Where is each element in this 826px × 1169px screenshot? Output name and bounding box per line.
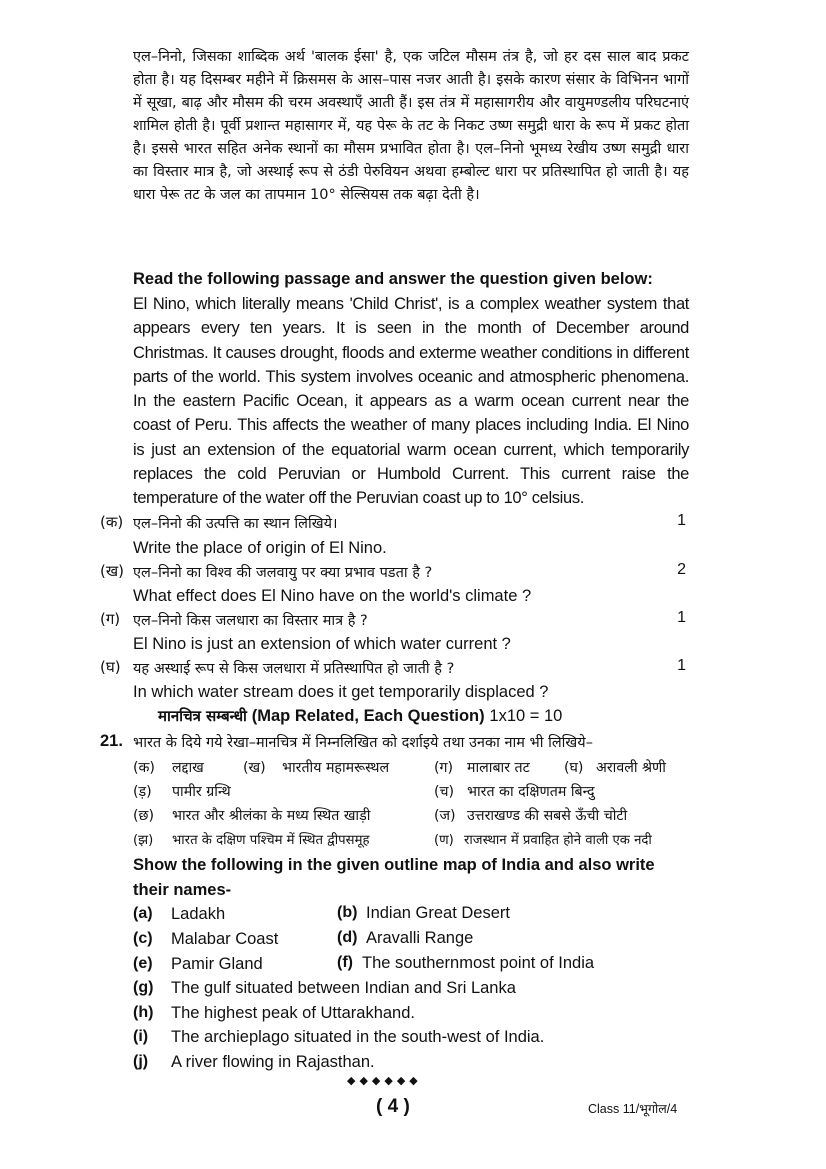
passage-english: El Nino, which literally means 'Child Christ', is a complex weather system that appears every ten years. It is seen in the month of December around Christmas. It causes drought, floods and exterme weather conditions in different parts of the world. This system involves oceanic and atmospheric phenomena. In the eastern Pacific Ocean, it appears as a warm ocean current near the coast of Peru. This affects the weather of many places including India. El Nino is just an extension of the equatorial warm ocean current, which temporarily replaces the cold Peruvian or Humbold Current. This current raise the temperature of the water off the Peruvian coast up to 10° celsius. <box>133 295 689 508</box>
english-option-text: Aravalli Range <box>366 929 474 947</box>
hindi-option-label: (ण) <box>434 833 454 848</box>
question-english: Write the place of origin of El Nino. <box>133 539 387 557</box>
hindi-option-label: (ड़) <box>133 784 152 800</box>
hindi-option-label: (झ) <box>133 833 154 848</box>
question-21-english-instruction: Show the following in the given outline map of India and also write their names- <box>133 856 655 899</box>
english-option-label: (i) <box>133 1028 149 1045</box>
english-option-label: (a) <box>133 905 153 922</box>
question-marks: 1 <box>677 609 686 626</box>
hindi-option-text: लद्दाख <box>172 760 204 776</box>
question-hindi: एल–निनो किस जलधारा का विस्तार मात्र है ? <box>133 613 368 629</box>
english-option-label: (e) <box>133 955 153 972</box>
hindi-option-text: भारत का दक्षिणतम बिन्दु <box>467 784 595 800</box>
hindi-option-label: (छ) <box>133 808 155 824</box>
english-option-text: The gulf situated between Indian and Sri Lanka <box>171 979 516 997</box>
english-option-text: The archieplago situated in the south-west of India. <box>171 1028 545 1046</box>
passage-heading: Read the following passage and answer the question given below: <box>133 270 653 288</box>
question-label: (क) <box>100 513 124 531</box>
hindi-option-text: पामीर ग्रन्थि <box>172 784 231 800</box>
english-option-label: (c) <box>133 930 153 947</box>
english-option-label: (j) <box>133 1053 149 1070</box>
hindi-option-label: (च) <box>434 784 455 800</box>
english-option-label: (d) <box>337 929 358 946</box>
question-marks: 2 <box>677 561 686 578</box>
question-label: (ख) <box>100 562 124 580</box>
question-english: What effect does El Nino have on the world's climate ? <box>133 587 532 605</box>
english-option-label: (b) <box>337 904 358 921</box>
question-marks: 1 <box>677 512 686 529</box>
question-label: (ग) <box>100 610 121 628</box>
hindi-option-label: (ज) <box>434 808 456 824</box>
map-section-marks: 1x10 = 10 <box>489 707 563 725</box>
hindi-option-text: अरावली श्रेणी <box>596 760 666 776</box>
footer-ornament: ◆◆◆◆◆◆ <box>347 1074 422 1087</box>
hindi-option-text: भारत और श्रीलंका के मध्य स्थित खाड़ी <box>172 808 371 824</box>
question-hindi: एल–निनो की उत्पत्ति का स्थान लिखिये। <box>133 516 338 532</box>
english-option-text: Ladakh <box>171 905 226 923</box>
hindi-option-label: (घ) <box>564 760 584 776</box>
english-option-text: The southernmost point of India <box>362 954 595 972</box>
question-21-number: 21. <box>100 732 123 750</box>
english-option-text: Malabar Coast <box>171 930 279 948</box>
hindi-option-text: राजस्थान में प्रवाहित होने वाली एक नदी <box>464 833 652 848</box>
question-label: (घ) <box>100 658 121 676</box>
hindi-option-text: उत्तराखण्ड की सबसे ऊँची चोटी <box>467 808 628 824</box>
english-option-label: (g) <box>133 979 154 996</box>
footer-code: Class 11/भूगोल/4 <box>588 1102 678 1116</box>
english-option-label: (h) <box>133 1004 154 1021</box>
map-section-hindi-title: मानचित्र सम्बन्धी <box>158 707 247 725</box>
map-section-english-title: (Map Related, Each Question) <box>251 707 485 725</box>
passage-hindi: एल–निनो, जिसका शाब्दिक अर्थ 'बालक ईसा' है, एक जटिल मौसम तंत्र है, जो हर दस साल बाद प्रकट होता है। यह दिसम्बर महीने में क्रिसमस के आस–पास नजर आती है। इसके कारण संसार के विभिनन भागों में सूखा, बाढ़ और मौसम की चरम अवस्थाएँ आती हैं। इस तंत्र में महासागरीय और वायुमण्डलीय परिघटनाएं शामिल होती है। पूर्वी प्रशान्त महासागर में, यह पेरू के तट के निकट उष्ण समुद्री धारा के रूप में प्रकट होता है। इससे भारत सहित अनेक स्थानों का मौसम प्रभावित होता है। एल–निनो भूमध्य रेखीय उष्ण समुद्री धारा का विस्तार मात्र है, जो अस्थाई रूप से ठंडी पेरुवियन अथवा हम्बोल्ट धारा पर प्रतिस्थापित हो जाती है। यह धारा पेरू तट के जल का तापमान 10° सेल्सियस तक बढ़ा देती है। <box>133 49 689 203</box>
map-section-heading <box>158 706 562 726</box>
hindi-option-text: भारतीय महामरूस्थल <box>282 760 390 776</box>
question-marks: 1 <box>677 657 686 674</box>
question-english: In which water stream does it get temporarily displaced ? <box>133 683 549 701</box>
english-option-text: The highest peak of Uttarakhand. <box>171 1004 415 1022</box>
english-option-text: A river flowing in Rajasthan. <box>171 1053 375 1071</box>
hindi-option-label: (ग) <box>434 760 454 776</box>
english-option-text: Pamir Gland <box>171 955 263 973</box>
english-option-label: (f) <box>337 954 353 971</box>
hindi-option-text: भारत के दक्षिण पश्चिम में स्थित द्वीपसमूह <box>172 833 370 848</box>
hindi-option-label: (क) <box>133 760 155 776</box>
page-number: ( 4 ) <box>376 1096 410 1117</box>
hindi-option-text: मालाबार तट <box>467 760 530 776</box>
question-english: El Nino is just an extension of which water current ? <box>133 635 511 653</box>
english-option-text: Indian Great Desert <box>366 904 510 922</box>
hindi-option-label: (ख) <box>243 760 266 776</box>
question-hindi: एल–निनो का विश्व की जलवायु पर क्या प्रभाव पडता है ? <box>133 565 433 581</box>
question-21-hindi-instruction: भारत के दिये गये रेखा–मानचित्र में निम्नलिखित को दर्शाइये तथा उनका नाम भी लिखिये– <box>133 735 593 751</box>
question-hindi: यह अस्थाई रूप से किस जलधारा में प्रतिस्थापित हो जाती है ? <box>133 661 455 677</box>
